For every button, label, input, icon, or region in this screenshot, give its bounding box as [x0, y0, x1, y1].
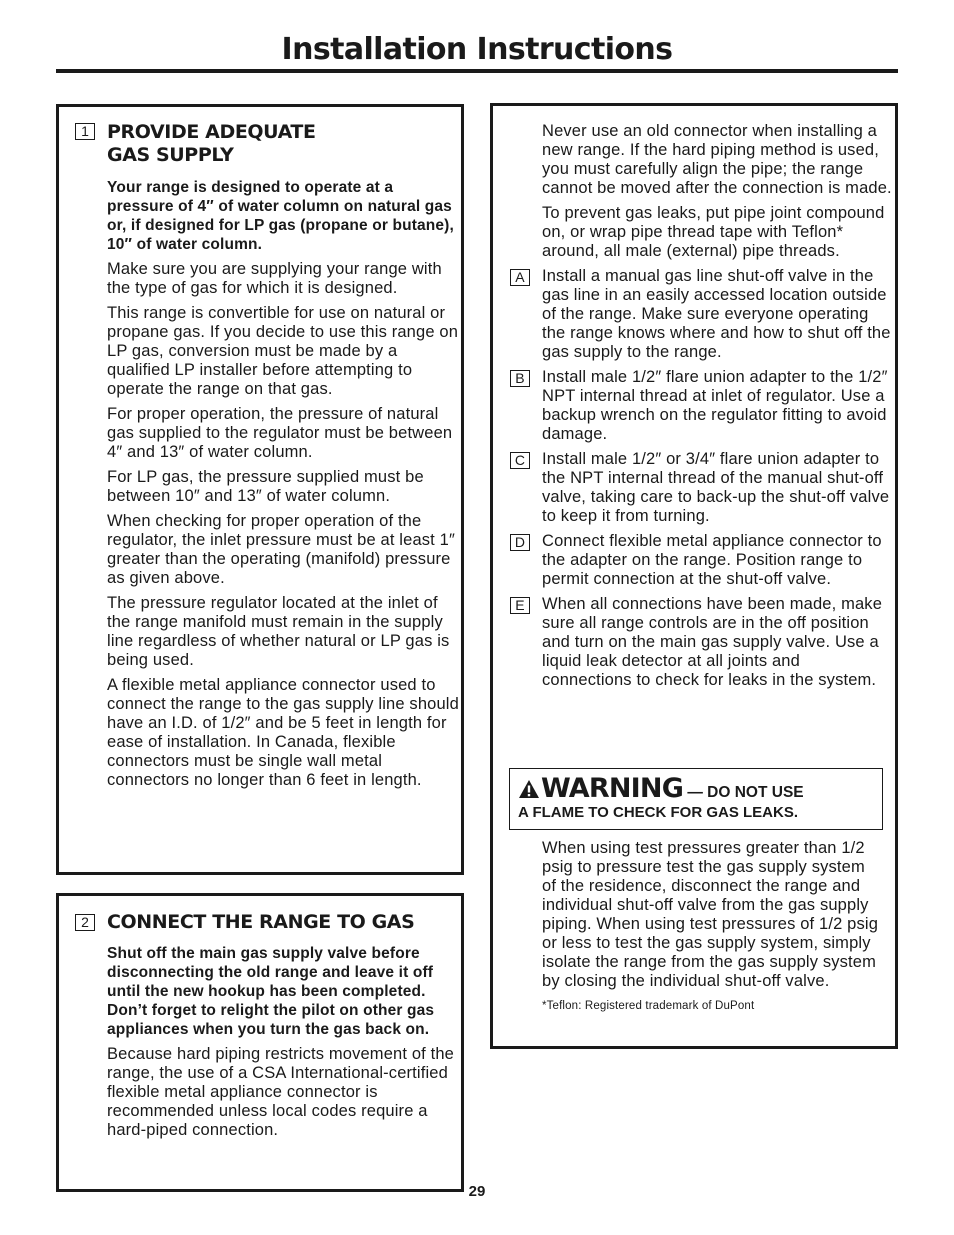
- paragraph: When using test pressures greater than 1/2 psig to pressure test the gas supply system of the residence, disconnect the range and individual shut-off valve from the gas supply piping. When using test pressures of 1/2 psig or less to test the gas supply system, simply isolate the range from the gas supply system by closing the individual shut-off valve.: [542, 839, 879, 990]
- paragraph: Your range is designed to operate at a pressure of 4″ of water column on natural gas or, if designed for LP gas (propane or butane), 10″ of water column.: [107, 179, 454, 253]
- section-heading-line1: PROVIDE ADEQUATE: [107, 121, 316, 143]
- step-item-b: [515, 368, 892, 444]
- step-item-d: [514, 532, 892, 589]
- section-body: [514, 122, 892, 696]
- step-text: When all connections have been made, make sure all range controls are in the off position and turn on the main gas supply valve. Use a liquid leak detector at all joints and connections to check for leaks in the system.: [542, 595, 883, 689]
- step-text: Install male 1/2″ or 3/4″ flare union adapter to the NPT internal thread of the manual shut-off valve, taking care to back-up the shut-off valve to keep it from turning.: [542, 450, 890, 525]
- step-text: Install male 1/2″ flare union adapter to the 1/2″ NPT internal thread at inlet of regulator. Use a backup wrench on the regulator fitting to avoid damage.: [542, 368, 888, 443]
- step-number-badge: 1: [75, 123, 95, 140]
- warning-triangle-icon: [518, 779, 540, 799]
- step-number-badge: 2: [75, 914, 95, 931]
- step-item-a: [515, 267, 892, 362]
- step-text: Connect flexible metal appliance connector to the adapter on the range. Position range to permit connection at the shut-off valve.: [542, 532, 882, 588]
- step-item-e: [515, 595, 892, 690]
- step-letter-badge: C: [510, 452, 530, 469]
- section-heading: CONNECT THE RANGE TO GAS: [107, 911, 415, 933]
- paragraph: A flexible metal appliance connector used to connect the range to the gas supply line should have an I.D. of 1/2″ and be 5 feet in length for ease of installation. In Canada, flexible connectors must be single wall metal connectors no longer than 6 feet in length.: [107, 676, 459, 789]
- paragraph: This range is convertible for use on natural or propane gas. If you decide to use this range on LP gas, conversion must be made by a qualified LP installer before attempting to operate the range on that gas.: [107, 304, 459, 398]
- paragraph: For LP gas, the pressure supplied must be between 10″ and 13″ of water column.: [107, 468, 424, 505]
- section-provide-gas-supply: [56, 104, 464, 875]
- after-warning-body: [542, 839, 882, 1021]
- paragraph: To prevent gas leaks, put pipe joint compound on, or wrap pipe thread tape with Teflon* around, all male (external) pipe threads.: [542, 204, 885, 260]
- warning-tail: — DO NOT USE: [683, 784, 804, 801]
- paragraph: Never use an old connector when installing a new range. If the hard piping method is used, you must carefully align the pipe; the range cannot be moved after the connection is made.: [542, 122, 892, 197]
- step-letter-badge: E: [510, 597, 530, 614]
- paragraph: For proper operation, the pressure of natural gas supplied to the regulator must be between 4″ and 13″ of water column.: [107, 405, 453, 461]
- warning-word: WARNING: [541, 773, 684, 804]
- footnote: *Teflon: Registered trademark of DuPont: [542, 1000, 755, 1012]
- warning-heading: [518, 773, 804, 804]
- step-letter-badge: B: [510, 370, 530, 387]
- step-text: Install a manual gas line shut-off valve in the gas line in an easily accessed location outside of the range. Make sure everyone operating the range knows where and how to shut off the gas supply to the range.: [542, 267, 891, 361]
- paragraph: When checking for proper operation of the regulator, the inlet pressure must be at least 1″ greater than the operating (manifold) pressure as given above.: [107, 512, 455, 587]
- section-body: [107, 178, 459, 796]
- title-rule: [56, 69, 898, 73]
- paragraph: Make sure you are supplying your range with the type of gas for which it is designed.: [107, 260, 442, 297]
- section-connect-range: [56, 893, 464, 1192]
- step-letter-badge: D: [510, 534, 530, 551]
- step-letter-badge: A: [510, 269, 530, 286]
- page-number: 29: [468, 1183, 486, 1200]
- warning-box: [509, 768, 883, 830]
- page-title: Installation Instructions: [281, 32, 673, 67]
- paragraph: Because hard piping restricts movement of the range, the use of a CSA International-certified flexible metal appliance connector is recommended unless local codes require a hard-piped connection.: [107, 1045, 455, 1139]
- section-heading: [107, 121, 316, 167]
- section-connect-range-continued: [490, 103, 898, 1049]
- warning-text: A FLAME TO CHECK FOR GAS LEAKS.: [518, 804, 799, 821]
- section-heading-line2: GAS SUPPLY: [107, 144, 234, 166]
- paragraph: The pressure regulator located at the inlet of the range manifold must remain in the supply line regardless of whether natural or LP gas is being used.: [107, 594, 450, 669]
- paragraph: Shut off the main gas supply valve before disconnecting the old range and leave it off until the new hookup has been completed. Don’t forget to relight the pilot on other gas appliances when you turn the gas back on.: [107, 945, 435, 1038]
- section-body: [107, 944, 459, 1146]
- step-item-c: [514, 450, 892, 526]
